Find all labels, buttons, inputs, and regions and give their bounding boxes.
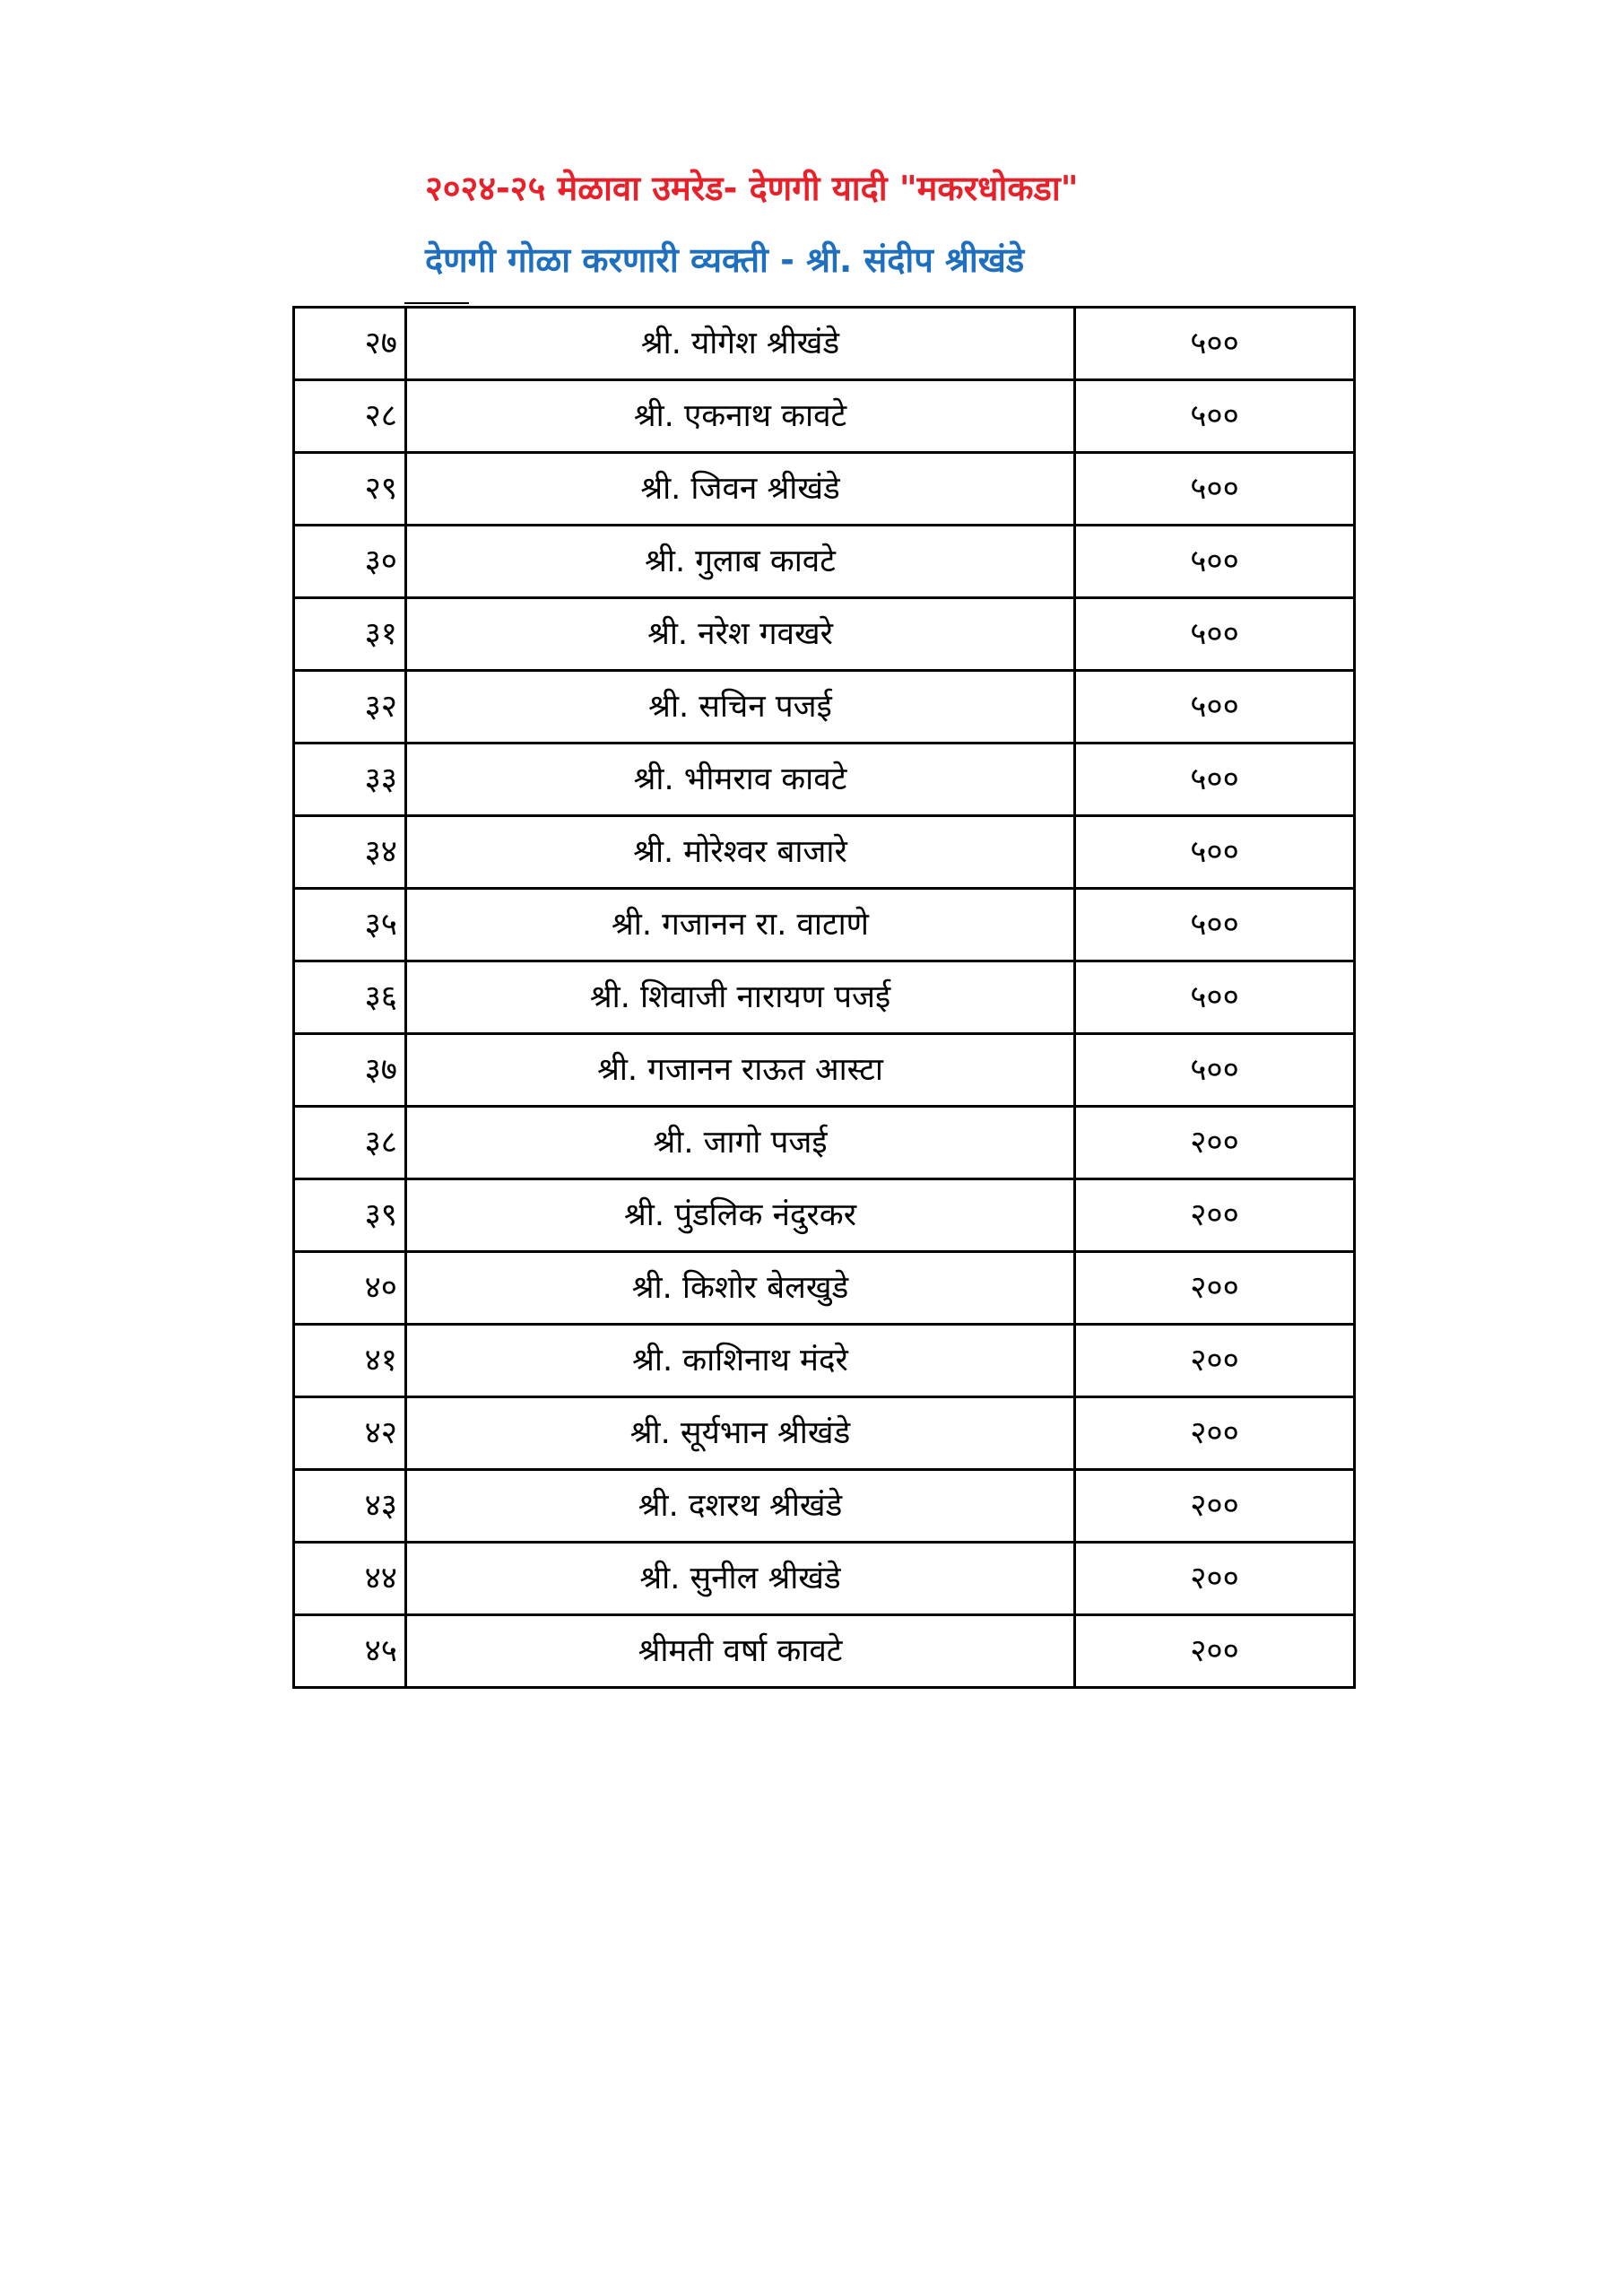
donation-amount-cell: २०० bbox=[1075, 1325, 1355, 1397]
serial-number-cell: २७ bbox=[294, 308, 406, 380]
donor-name-cell: श्री. काशिनाथ मंदरे bbox=[406, 1325, 1075, 1397]
serial-number-cell: ४४ bbox=[294, 1543, 406, 1615]
table-row bbox=[294, 1470, 1355, 1543]
serial-number-cell: ३५ bbox=[294, 889, 406, 961]
document-title: २०२४-२५ मेळावा उमरेड- देणगी यादी "मकरधोकडा" bbox=[425, 169, 1079, 208]
serial-number-cell: ४२ bbox=[294, 1397, 406, 1470]
table-row bbox=[294, 1325, 1355, 1397]
serial-number-cell: ३७ bbox=[294, 1034, 406, 1107]
donation-amount-cell: ५०० bbox=[1075, 453, 1355, 526]
serial-number-cell: ३० bbox=[294, 526, 406, 598]
donation-amount-cell: २०० bbox=[1075, 1615, 1355, 1688]
donor-name-cell: श्री. गजानन रा. वाटाणे bbox=[406, 889, 1075, 961]
donation-amount-cell: ५०० bbox=[1075, 598, 1355, 671]
serial-number-cell: ३९ bbox=[294, 1179, 406, 1252]
table-row bbox=[294, 598, 1355, 671]
serial-number-cell: ४३ bbox=[294, 1470, 406, 1543]
collector-subtitle: देणगी गोळा करणारी व्यक्ती - श्री. संदीप श्रीखंडे bbox=[425, 240, 1025, 280]
table-row bbox=[294, 1034, 1355, 1107]
table-row bbox=[294, 1179, 1355, 1252]
donation-amount-cell: ५०० bbox=[1075, 961, 1355, 1034]
donation-table bbox=[292, 306, 1356, 1689]
serial-number-cell: ४० bbox=[294, 1252, 406, 1325]
donation-amount-cell: २०० bbox=[1075, 1470, 1355, 1543]
table-row bbox=[294, 1397, 1355, 1470]
donation-table-body bbox=[294, 308, 1355, 1688]
donor-name-cell: श्री. जागो पजई bbox=[406, 1107, 1075, 1179]
table-row bbox=[294, 308, 1355, 380]
donor-name-cell: श्री. पुंडलिक नंदुरकर bbox=[406, 1179, 1075, 1252]
table-row bbox=[294, 961, 1355, 1034]
donor-name-cell: श्री. सचिन पजई bbox=[406, 671, 1075, 744]
donor-name-cell: श्री. गजानन राऊत आस्टा bbox=[406, 1034, 1075, 1107]
table-row bbox=[294, 1543, 1355, 1615]
serial-number-cell: ४५ bbox=[294, 1615, 406, 1688]
donation-amount-cell: ५०० bbox=[1075, 1034, 1355, 1107]
donor-name-cell: श्री. मोरेश्वर बाजारे bbox=[406, 816, 1075, 889]
donor-name-cell: श्री. भीमराव कावटे bbox=[406, 744, 1075, 816]
table-row bbox=[294, 744, 1355, 816]
serial-number-cell: ३८ bbox=[294, 1107, 406, 1179]
table-row bbox=[294, 453, 1355, 526]
donor-name-cell: श्रीमती वर्षा कावटे bbox=[406, 1615, 1075, 1688]
table-row bbox=[294, 816, 1355, 889]
serial-number-cell: ३४ bbox=[294, 816, 406, 889]
donor-name-cell: श्री. योगेश श्रीखंडे bbox=[406, 308, 1075, 380]
donation-amount-cell: ५०० bbox=[1075, 889, 1355, 961]
donor-name-cell: श्री. सुनील श्रीखंडे bbox=[406, 1543, 1075, 1615]
donation-amount-cell: २०० bbox=[1075, 1252, 1355, 1325]
donation-amount-cell: २०० bbox=[1075, 1107, 1355, 1179]
donation-amount-cell: २०० bbox=[1075, 1179, 1355, 1252]
donation-amount-cell: ५०० bbox=[1075, 526, 1355, 598]
donor-name-cell: श्री. नरेश गवखरे bbox=[406, 598, 1075, 671]
donor-name-cell: श्री. दशरथ श्रीखंडे bbox=[406, 1470, 1075, 1543]
table-row bbox=[294, 671, 1355, 744]
donation-amount-cell: २०० bbox=[1075, 1397, 1355, 1470]
donation-amount-cell: ५०० bbox=[1075, 380, 1355, 453]
serial-number-cell: ३१ bbox=[294, 598, 406, 671]
donation-amount-cell: २०० bbox=[1075, 1543, 1355, 1615]
serial-number-cell: ३६ bbox=[294, 961, 406, 1034]
header-tick-line bbox=[404, 302, 469, 304]
table-row bbox=[294, 1615, 1355, 1688]
serial-number-cell: २९ bbox=[294, 453, 406, 526]
donation-amount-cell: ५०० bbox=[1075, 671, 1355, 744]
donation-amount-cell: ५०० bbox=[1075, 308, 1355, 380]
table-row bbox=[294, 889, 1355, 961]
donor-name-cell: श्री. शिवाजी नारायण पजई bbox=[406, 961, 1075, 1034]
donor-name-cell: श्री. एकनाथ कावटे bbox=[406, 380, 1075, 453]
serial-number-cell: ३२ bbox=[294, 671, 406, 744]
serial-number-cell: ३३ bbox=[294, 744, 406, 816]
table-row bbox=[294, 1107, 1355, 1179]
serial-number-cell: ४१ bbox=[294, 1325, 406, 1397]
donor-name-cell: श्री. गुलाब कावटे bbox=[406, 526, 1075, 598]
donor-name-cell: श्री. जिवन श्रीखंडे bbox=[406, 453, 1075, 526]
donor-name-cell: श्री. सूर्यभान श्रीखंडे bbox=[406, 1397, 1075, 1470]
table-row bbox=[294, 380, 1355, 453]
donation-amount-cell: ५०० bbox=[1075, 744, 1355, 816]
table-row bbox=[294, 1252, 1355, 1325]
donation-amount-cell: ५०० bbox=[1075, 816, 1355, 889]
serial-number-cell: २८ bbox=[294, 380, 406, 453]
table-row bbox=[294, 526, 1355, 598]
donor-name-cell: श्री. किशोर बेलखुडे bbox=[406, 1252, 1075, 1325]
